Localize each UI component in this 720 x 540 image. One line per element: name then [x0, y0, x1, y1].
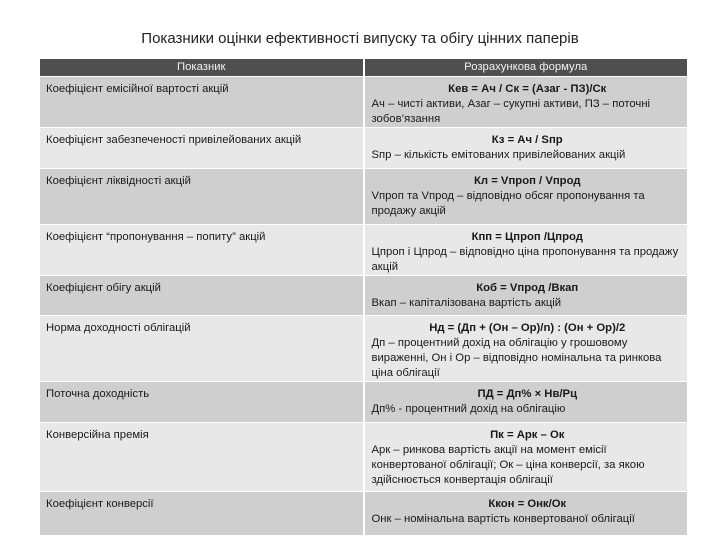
row-formula: ПД = Дп% × Нв/Рц [477, 388, 578, 400]
row-description: Дп – процентний дохід на облігацію у грошовому вираженні, Он і Ор – відповідно номінальна та ринкова ціна облігації [371, 337, 662, 379]
table-row [40, 128, 687, 169]
row-description: Дп% - процентний дохід на облігацію [371, 403, 566, 415]
row-formula-cell [364, 423, 688, 492]
row-indicator-name: Коефіцієнт конверсії [40, 492, 364, 536]
table-row [40, 492, 687, 536]
indicators-table [40, 59, 687, 536]
row-formula: Кл = Vпроп / Vпрод [473, 175, 581, 187]
table-header-row [40, 59, 687, 77]
header-formula: Розрахункова формула [364, 59, 688, 77]
row-formula: Кз = Ач / Sпр [491, 134, 563, 146]
row-description: Вкап – капіталізована вартість акцій [371, 297, 562, 309]
row-formula: Нд = (Дп + (Он – Ор)/n) : (Он + Ор)/2 [429, 322, 626, 334]
row-formula-cell [364, 276, 688, 316]
table-row [40, 77, 687, 128]
row-indicator-name: Норма доходності облігацій [40, 316, 364, 382]
row-formula-cell [364, 169, 688, 225]
row-description: Онк – номінальна вартість конвертованої облігації [371, 513, 635, 525]
row-indicator-name: Поточна доходність [40, 382, 364, 423]
row-indicator-name: Конверсійна премія [40, 423, 364, 492]
header-indicator: Показник [40, 59, 364, 77]
row-formula-cell [364, 225, 688, 276]
row-description: Ач – чисті активи, Азаг – сукупні активи, ПЗ – поточні зобов’язання [371, 98, 651, 125]
row-formula: Ккон = Онк/Ок [488, 498, 567, 510]
table-row [40, 316, 687, 382]
row-formula-cell [364, 382, 688, 423]
table-row [40, 382, 687, 423]
table-row [40, 276, 687, 316]
row-indicator-name: Коефіцієнт обігу акцій [40, 276, 364, 316]
row-indicator-name: Коефіцієнт емісійної вартості акцій [40, 77, 364, 128]
page-title: Показники оцінки ефективності випуску та обігу цінних паперів [141, 30, 579, 47]
row-formula: Кпп = Цпроп /Цпрод [471, 231, 583, 243]
row-description: Vпроп та Vпрод – відповідно обсяг пропонування та продажу акцій [371, 190, 645, 217]
row-formula-cell [364, 128, 688, 169]
table-row [40, 225, 687, 276]
row-formula: Коб = Vпрод /Вкап [476, 282, 579, 294]
row-formula: Кев = Ач / Ск = (Азаг - ПЗ)/Ск [448, 83, 607, 95]
table-row [40, 423, 687, 492]
row-formula-cell [364, 492, 688, 536]
table-row [40, 169, 687, 225]
row-indicator-name: Коефіцієнт забезпеченості привілейованих акцій [40, 128, 364, 169]
row-description: Sпр – кількість емітованих привілейованих акцій [371, 149, 626, 161]
row-description: Арк – ринкова вартість акції на момент емісії конвертованої облігації; Ок – ціна конверсії, за якою здійснюється конвертація облігації [371, 444, 645, 486]
row-description: Цпроп і Цпрод – відповідно ціна пропонування та продажу акцій [371, 246, 679, 273]
row-indicator-name: Коефіцієнт “пропонування – попиту” акцій [40, 225, 364, 276]
row-indicator-name: Коефіцієнт ліквідності акцій [40, 169, 364, 225]
row-formula-cell [364, 77, 688, 128]
row-formula: Пк = Арк – Ок [490, 429, 565, 441]
row-formula-cell [364, 316, 688, 382]
